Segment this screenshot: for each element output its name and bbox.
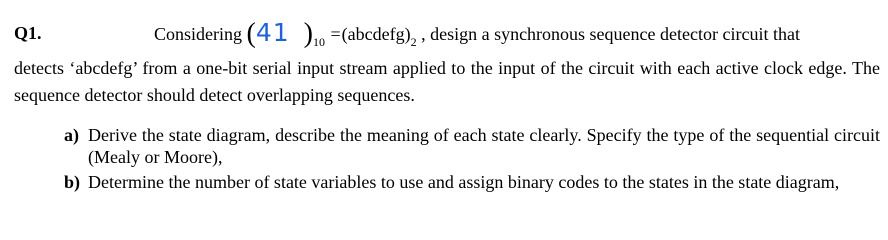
question-continuation: detects ‘abcdefg’ from a one-bit serial input stream applied to the input of the circuit with each active clock edge. The sequence detector should detect overlapping sequences. [14,58,880,105]
question-prefix: Considering [154,24,242,44]
part-b-marker: b) [64,172,81,192]
question-suffix: , design a synchronous sequence detector circuit that [421,24,800,44]
open-paren: ( [246,18,256,49]
question-parts-list [64,124,880,196]
binary-expression: (abcdefg) [341,24,411,44]
close-paren: ) [303,18,313,49]
question-part-b [64,171,880,193]
part-b-text: Determine the number of state variables to use and assign binary codes to the states in the state diagram, [88,172,840,192]
question-header-row [14,12,880,52]
part-a-marker: a) [64,125,79,145]
handwritten-number: 41 [255,18,290,47]
question-number: Q1. [14,23,42,43]
question-part-a [64,124,880,168]
decimal-base-subscript: 10 [312,35,325,49]
part-a-text: Derive the state diagram, describe the meaning of each state clearly. Specify the type of the sequential circuit (Mealy or Moore), [88,125,880,167]
equals-sign: = [330,24,341,44]
binary-base-subscript: 2 [410,35,417,49]
